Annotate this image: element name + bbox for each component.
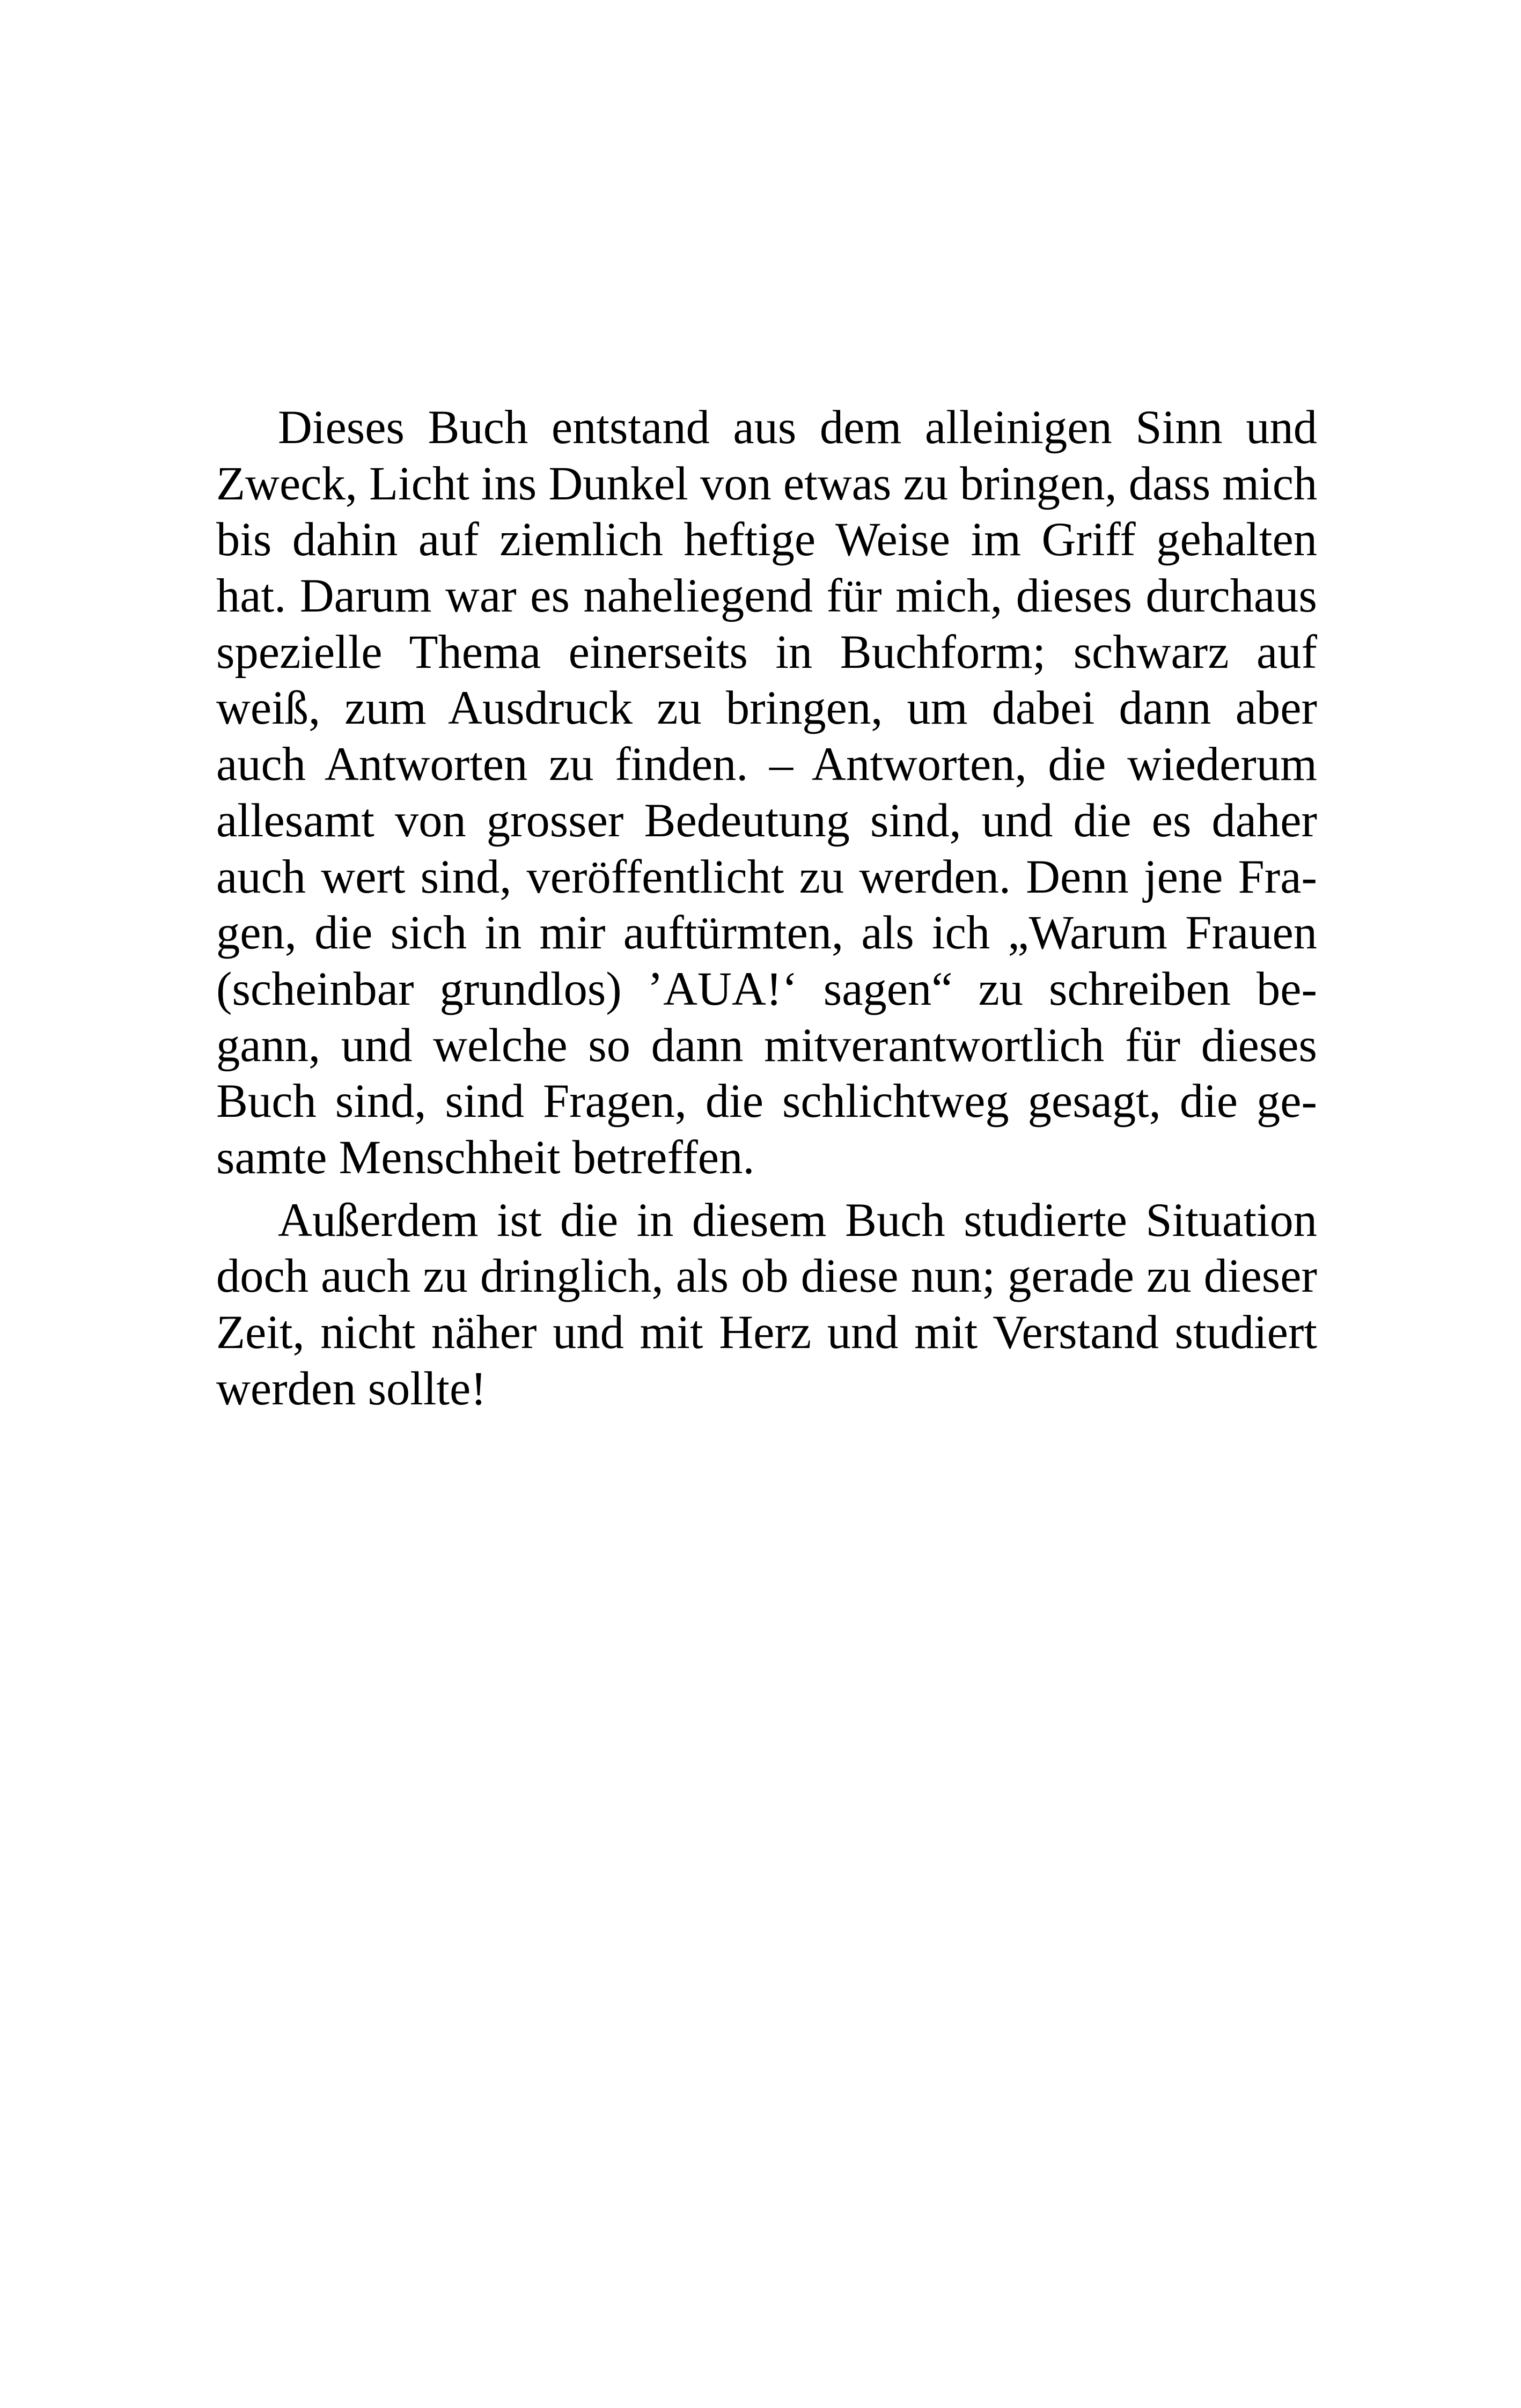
text-line: Dieses Buch entstand aus dem alleinigen Sinn und	[278, 401, 1317, 454]
text-line: Außerdem ist die in diesem Buch studierte Situation	[278, 1194, 1317, 1247]
text-line: auch wert sind, veröffentlicht zu werden. Denn jene Fra-	[216, 850, 1317, 903]
text-line: weiß, zum Ausdruck zu bringen, um dabei dann aber	[216, 682, 1317, 735]
paragraph-1	[216, 400, 1317, 1186]
text-line: samte Menschheit betreffen.	[216, 1131, 755, 1184]
text-line: gen, die sich in mir auftürmten, als ich „Warum Frauen	[216, 907, 1317, 960]
text-line: Zweck, Licht ins Dunkel von etwas zu bringen, dass mich	[216, 457, 1318, 510]
text-line: werden sollte!	[216, 1362, 487, 1415]
text-line: bis dahin auf ziemlich heftige Weise im Griff gehalten	[216, 513, 1317, 566]
text-line: hat. Darum war es naheliegend für mich, dieses durchaus	[216, 570, 1317, 623]
paragraph-2	[216, 1192, 1317, 1417]
text-line: spezielle Thema einerseits in Buchform; schwarz auf	[216, 625, 1317, 679]
text-line: doch auch zu dringlich, als ob diese nun; gerade zu dieser	[216, 1250, 1317, 1303]
text-line: Zeit, nicht näher und mit Herz und mit Verstand studiert	[216, 1306, 1317, 1359]
text-line: allesamt von grosser Bedeutung sind, und die es daher	[216, 794, 1317, 847]
text-line: (scheinbar grundlos) ’AUA!‘ sagen“ zu schreiben be-	[216, 962, 1317, 1015]
text-line: gann, und welche so dann mitverantwortlich für dieses	[216, 1019, 1317, 1072]
body-text	[216, 400, 1317, 1417]
text-line: auch Antworten zu finden. – Antworten, die wiederum	[216, 738, 1317, 791]
text-line: Buch sind, sind Fragen, die schlichtweg gesagt, die ge-	[216, 1075, 1317, 1128]
